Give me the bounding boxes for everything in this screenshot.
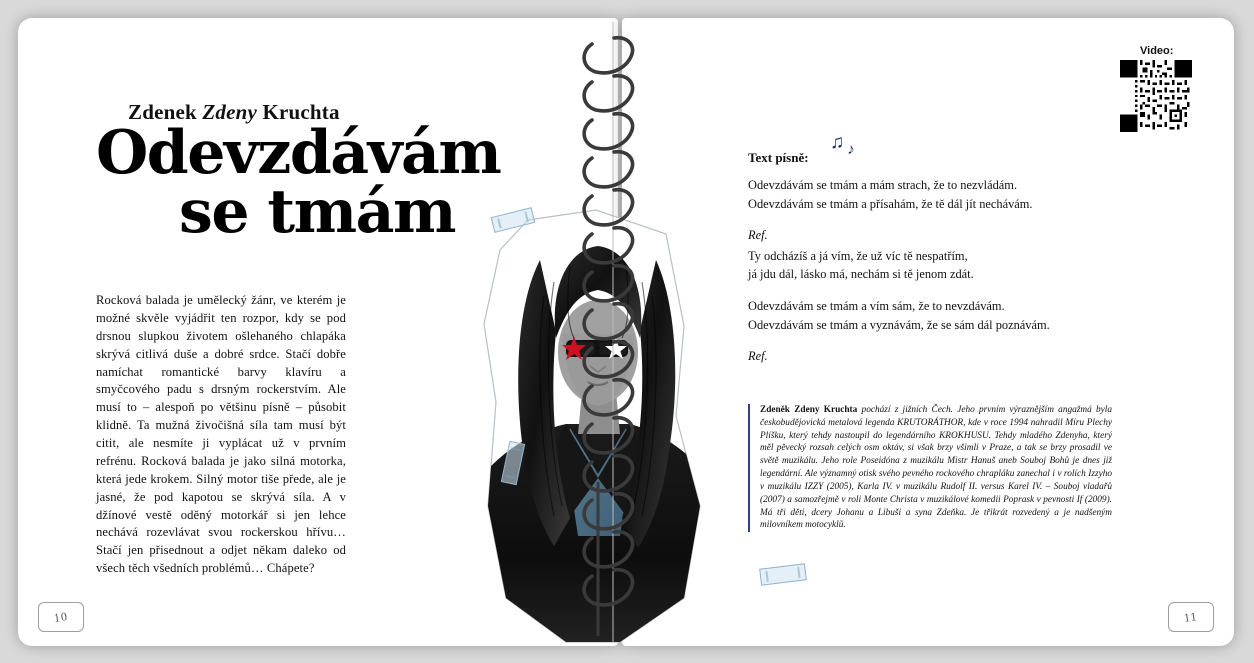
byline-nickname: Zdeny	[202, 100, 257, 124]
byline-first-name: Zdenek	[128, 100, 203, 124]
lyrics-label: Text písně:	[748, 150, 809, 165]
video-label: Video:	[1140, 45, 1174, 57]
headline-line-2: se tmám	[179, 176, 455, 247]
artist-bio-name: Zdeněk Zdeny Kruchta	[760, 405, 858, 415]
qr-code-icon[interactable]	[1120, 60, 1192, 132]
lyrics-verse-1-line-2: Odevzdávám se tmám a přísahám, že tě dál jít nechávám.	[748, 196, 1033, 211]
lyrics-verse-1-line-1: Odevzdávám se tmám a mám strach, že to nezvládám.	[748, 178, 1018, 192]
lyrics-chorus	[748, 247, 1088, 284]
lyrics-text	[748, 176, 1088, 366]
portrait-photo-svg	[470, 206, 720, 646]
article-body-paragraph: Rocková balada je umělecký žánr, ve kterém je možné skvěle vyjádřit ten rozpor, kdy se pod drsnou slupkou životem ošlehaného chlapáka skrývá citlivá duše a dobré srdce. Stačí dobře namíchat romantické barvy klavíru a smyčcového padu s drsným rockerstvím. Ale musí to – alespoň po většinu písně – působit klidně. Ta mužná živočišná síla tam musí být citit, ale nesmíte ji vyplácat už v prvním refrénu. Rocková balada je jako silná motorka, která jede krokem. Silný motor tiše přede, ale je jasné, že pod kapotou se skrývá síla. A v džínové vestě oděný motorkář si jen lehce nechává rozevlávat svou rockerskou hřívu… Stačí jen přisednout a odjet někam daleko od všech těch všedních problémů… Chápete?	[96, 293, 346, 576]
lyrics-ref-label-2: Ref.	[748, 349, 768, 364]
article-body	[96, 292, 346, 578]
portrait-photo	[470, 206, 720, 646]
byline-last-name: Kruchta	[257, 100, 340, 124]
lyrics-verse-2-line-2: Odevzdávám se tmám a vyznávám, že se sám dál poznávám.	[748, 317, 1050, 332]
lyrics-chorus-line-1: Ty odcházíš a já vím, že už víc tě nespatřím,	[748, 248, 968, 263]
headline-line-1: Odevzdávám	[96, 118, 501, 188]
page-number-left-value: 10	[53, 608, 69, 625]
qr-code-svg	[1120, 60, 1192, 132]
lyrics-verse-1	[748, 176, 1088, 213]
lyrics-verse-2-line-1: Odevzdávám se tmám a vím sám, že to nevzdávám.	[748, 299, 1005, 314]
lyrics-ref-label-1: Ref.	[748, 228, 768, 243]
music-notes-icon: ♫♪	[830, 132, 858, 158]
page-title	[96, 118, 516, 247]
page-number-left	[38, 602, 84, 632]
page-number-right	[1168, 602, 1214, 632]
lyrics-verse-2	[748, 297, 1088, 334]
artist-bio-text: pochází z jižních Čech. Jeho prvním výraznějším angažmá byla českobudějovická metalová legenda KRUTORÁTHOR, kde v roce 1994 nahradil Míru Plechy Plíšku, který tehdy nastoupil do legendárního KROKHUSU. Tehdy mladého Zdenyha, který měl pěvecký rozsah celých osm oktáv, si však brzy všimli v Praze, a tak se brzy prosadil ve světě muzikálu. Jeho role Poseidóna z muzikálu Mistr Hanuš aneb Souboj Bohů je dnes již legendární. Ale významný otisk svého pevného rockového chrapláku zanechal i v rolích Izzyho v muzikálu IZZY (2005), Karla IV. v muzikálu Rudolf II. versus Karel IV. – Souboj vladařů (2007) a samozřejmě v roli Monte Christa v muzikálové komedii Poprask v pevnosti If (2009). Má tři děti, dcery Johanu a Libuši a syna Zdeňka. Je třikrát rozvedený a je nadšeným milovníkem motocyklů.	[760, 405, 1112, 531]
lyrics-chorus-line-2: já jdu dál, lásko má, nechám si tě jenom zdát.	[748, 267, 974, 282]
artist-bio	[748, 404, 1112, 532]
page-number-right-value: 11	[1183, 608, 1199, 625]
